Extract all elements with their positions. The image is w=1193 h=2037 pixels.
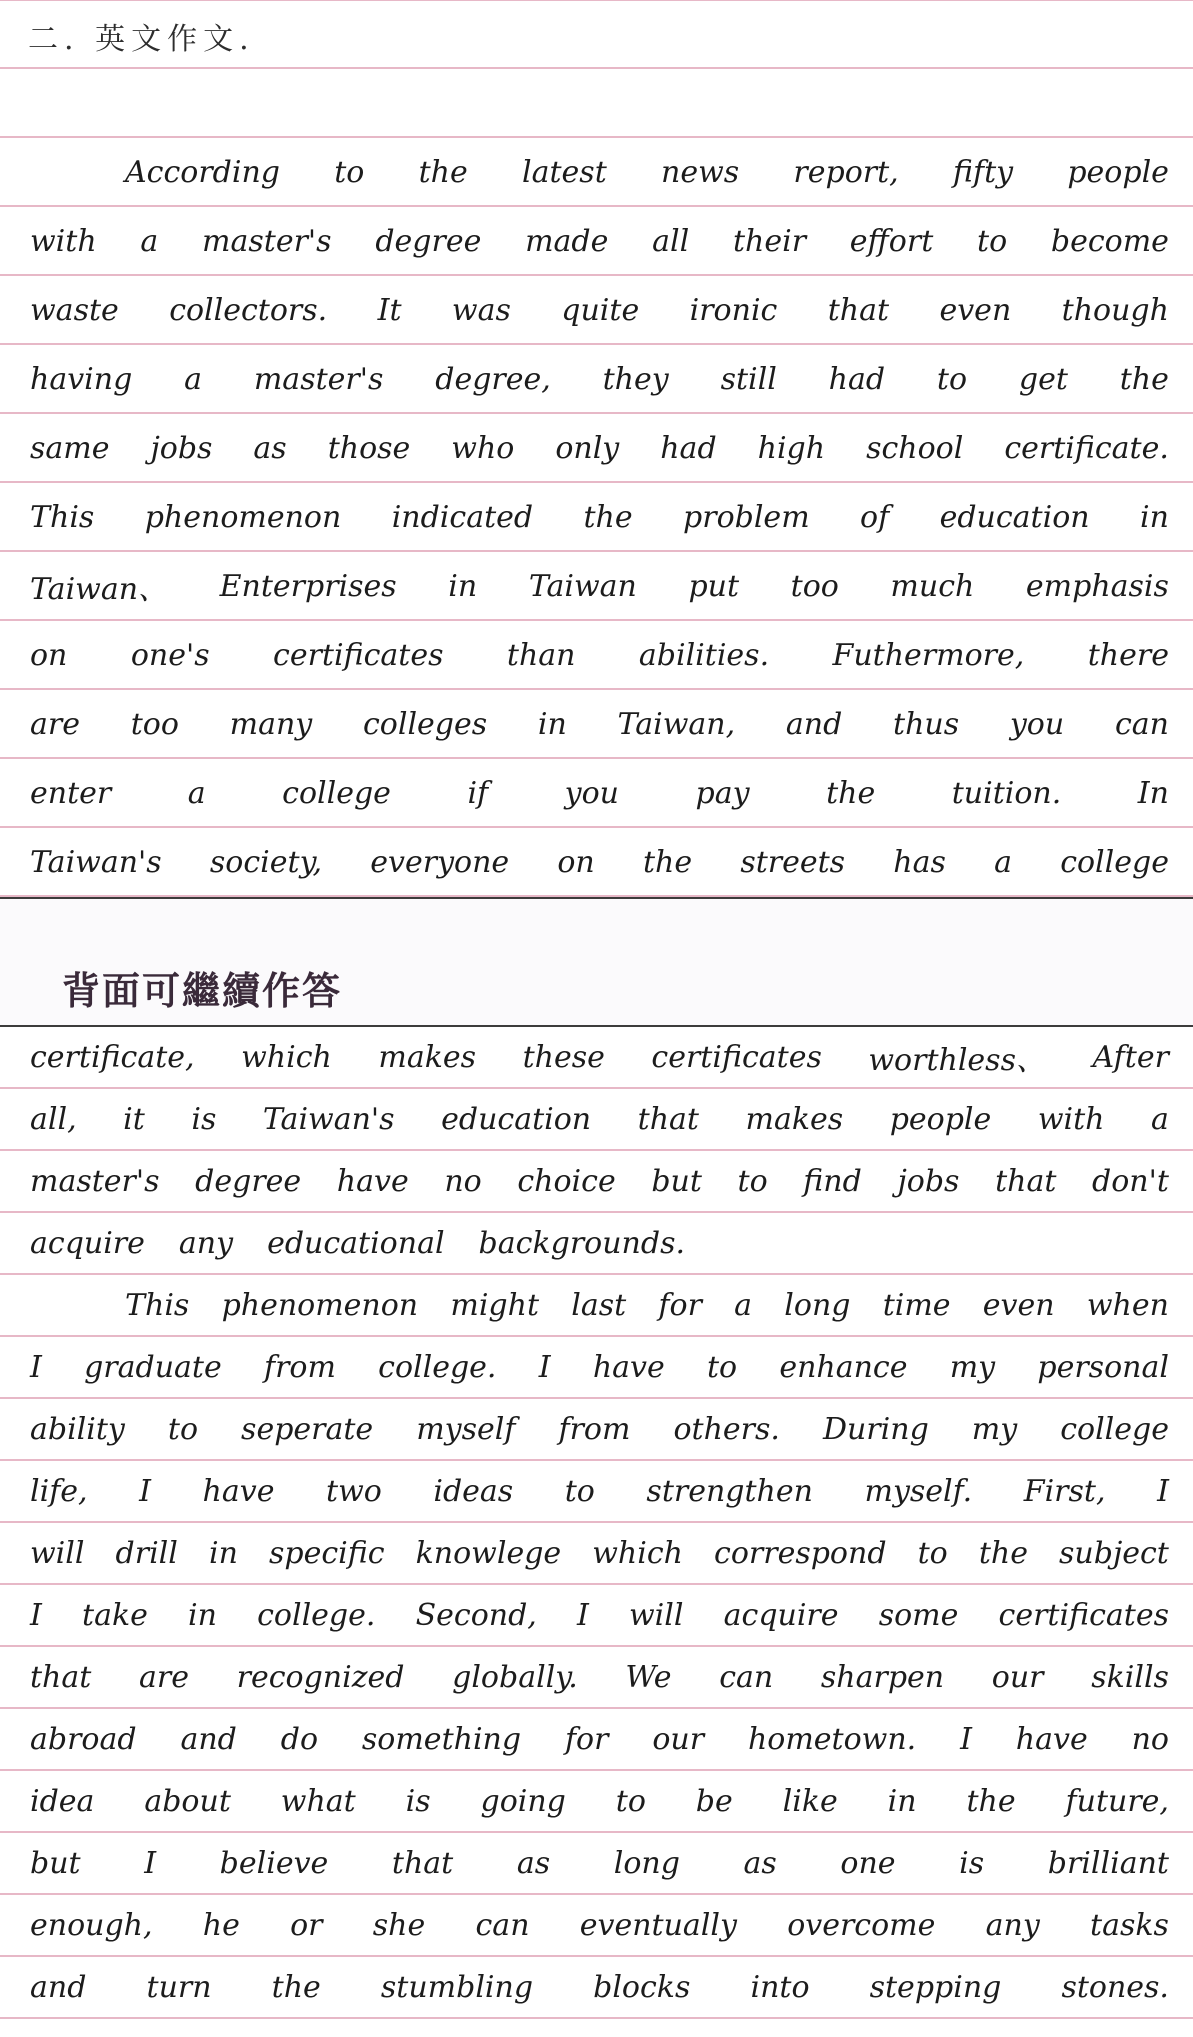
essay-line: that are recognized globally. We can sharpen our skills (30, 1659, 1169, 1695)
essay-line: This phenomenon might last for a long time even when (125, 1287, 1169, 1323)
essay-line: ability to seperate myself from others. During my college (30, 1411, 1169, 1447)
section-heading: 二. 英文作文. (28, 22, 255, 57)
essay-line: same jobs as those who only had high school certificate. (30, 430, 1169, 466)
essay-line: all, it is Taiwan's education that makes people with a (30, 1101, 1169, 1137)
essay-line: Taiwan's society, everyone on the streets has a college (30, 844, 1169, 880)
essay-line: I take in college. Second, I will acquire some certificates (30, 1597, 1169, 1633)
essay-line: Taiwan、 Enterprises in Taiwan put too much emphasis (30, 568, 1169, 607)
essay-line: life, I have two ideas to strengthen myself. First, I (30, 1473, 1169, 1509)
essay-line: enough, he or she can eventually overcome any tasks (30, 1907, 1169, 1943)
essay-line: enter a college if you pay the tuition. In (30, 775, 1169, 811)
essay-line: and turn the stumbling blocks into stepping stones. (30, 1969, 1169, 2005)
essay-line: but I believe that as long as one is brilliant (30, 1845, 1169, 1881)
essay-line: According to the latest news report, fifty people (125, 154, 1169, 190)
essay-line: I graduate from college. I have to enhance my personal (30, 1349, 1169, 1385)
essay-line: on one's certificates than abilities. Futhermore, there (30, 637, 1169, 673)
essay-line: master's degree have no choice but to find jobs that don't (30, 1163, 1169, 1199)
essay-line: certificate, which makes these certificates worthless、 After (30, 1039, 1169, 1078)
essay-line: with a master's degree made all their effort to become (30, 223, 1169, 259)
essay-line: This phenomenon indicated the problem of education in (30, 499, 1169, 535)
essay-line: abroad and do something for our hometown. I have no (30, 1721, 1169, 1757)
ruled-line (0, 0, 1193, 1)
essay-line: acquire any educational backgrounds. (30, 1225, 686, 1261)
answer-page-front (0, 0, 1193, 898)
essay-line: having a master's degree, they still had to get the (30, 361, 1169, 397)
essay-line: are too many colleges in Taiwan, and thus you can (30, 706, 1169, 742)
essay-line: will drill in specific knowlege which correspond to the subject (30, 1535, 1169, 1571)
answer-page-back (0, 1027, 1193, 2037)
essay-line: waste collectors. It was quite ironic that even though (30, 292, 1169, 328)
essay-line: idea about what is going to be like in the future, (30, 1783, 1169, 1819)
continue-on-back-label: 背面可繼續作答 (62, 969, 343, 1013)
